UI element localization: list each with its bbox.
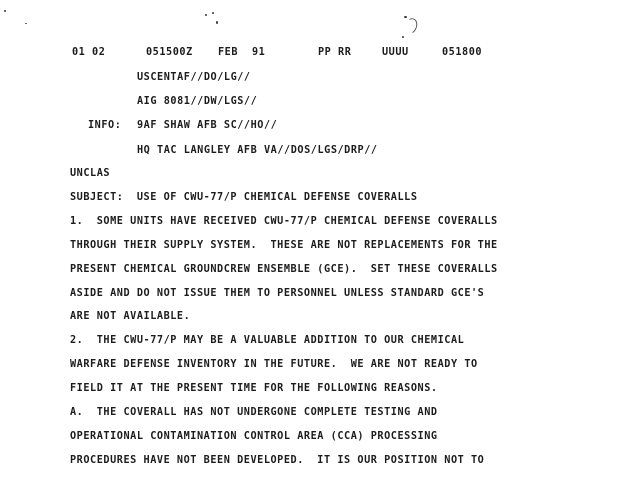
- body-line: WARFARE DEFENSE INVENTORY IN THE FUTURE. WE ARE NOT READY TO: [70, 359, 478, 370]
- body-line: PRESENT CHEMICAL GROUNDCREW ENSEMBLE (GCE). SET THESE COVERALLS: [70, 264, 498, 275]
- header-serial: 051800: [442, 47, 483, 58]
- header-month: FEB: [218, 47, 239, 58]
- scan-speck: [216, 21, 218, 24]
- body-line: 1. SOME UNITS HAVE RECEIVED CWU-77/P CHEMICAL DEFENSE COVERALLS: [70, 216, 498, 227]
- scan-speck: [205, 14, 207, 16]
- body-line: ASIDE AND DO NOT ISSUE THEM TO PERSONNEL UNLESS STANDARD GCE'S: [70, 288, 485, 299]
- scan-speck: [212, 12, 214, 14]
- scan-speck: [25, 23, 27, 24]
- scan-speck: [4, 10, 6, 12]
- scan-speck: [402, 36, 404, 38]
- body-line: 2. THE CWU-77/P MAY BE A VALUABLE ADDITION TO OUR CHEMICAL: [70, 335, 465, 346]
- header-class: UUUU: [382, 47, 409, 58]
- body-line: OPERATIONAL CONTAMINATION CONTROL AREA (CCA) PROCESSING: [70, 431, 438, 442]
- body-line: PROCEDURES HAVE NOT BEEN DEVELOPED. IT IS OUR POSITION NOT TO: [70, 455, 485, 466]
- body-line: FIELD IT AT THE PRESENT TIME FOR THE FOLLOWING REASONS.: [70, 383, 438, 394]
- header-line-no: 01 02: [72, 47, 106, 58]
- classification: UNCLAS: [70, 168, 111, 179]
- header-precedence: PP RR: [318, 47, 352, 58]
- scan-mark: [403, 16, 420, 35]
- body-line: THROUGH THEIR SUPPLY SYSTEM. THESE ARE NOT REPLACEMENTS FOR THE: [70, 240, 498, 251]
- info-addressee-1: 9AF SHAW AFB SC//HO//: [137, 120, 278, 131]
- header-dtg: 051500Z: [146, 47, 193, 58]
- addressee-to-2: AIG 8081//DW/LGS//: [137, 96, 258, 107]
- addressee-to-1: USCENTAF//DO/LG//: [137, 72, 251, 83]
- subject-line: SUBJECT: USE OF CWU-77/P CHEMICAL DEFENSE COVERALLS: [70, 192, 418, 203]
- scan-speck: [404, 16, 407, 18]
- header-year: 91: [252, 47, 266, 58]
- body-line: A. THE COVERALL HAS NOT UNDERGONE COMPLETE TESTING AND: [70, 407, 438, 418]
- body-line: ARE NOT AVAILABLE.: [70, 311, 191, 322]
- info-addressee-2: HQ TAC LANGLEY AFB VA//DOS/LGS/DRP//: [137, 145, 378, 156]
- info-label: INFO:: [88, 120, 122, 131]
